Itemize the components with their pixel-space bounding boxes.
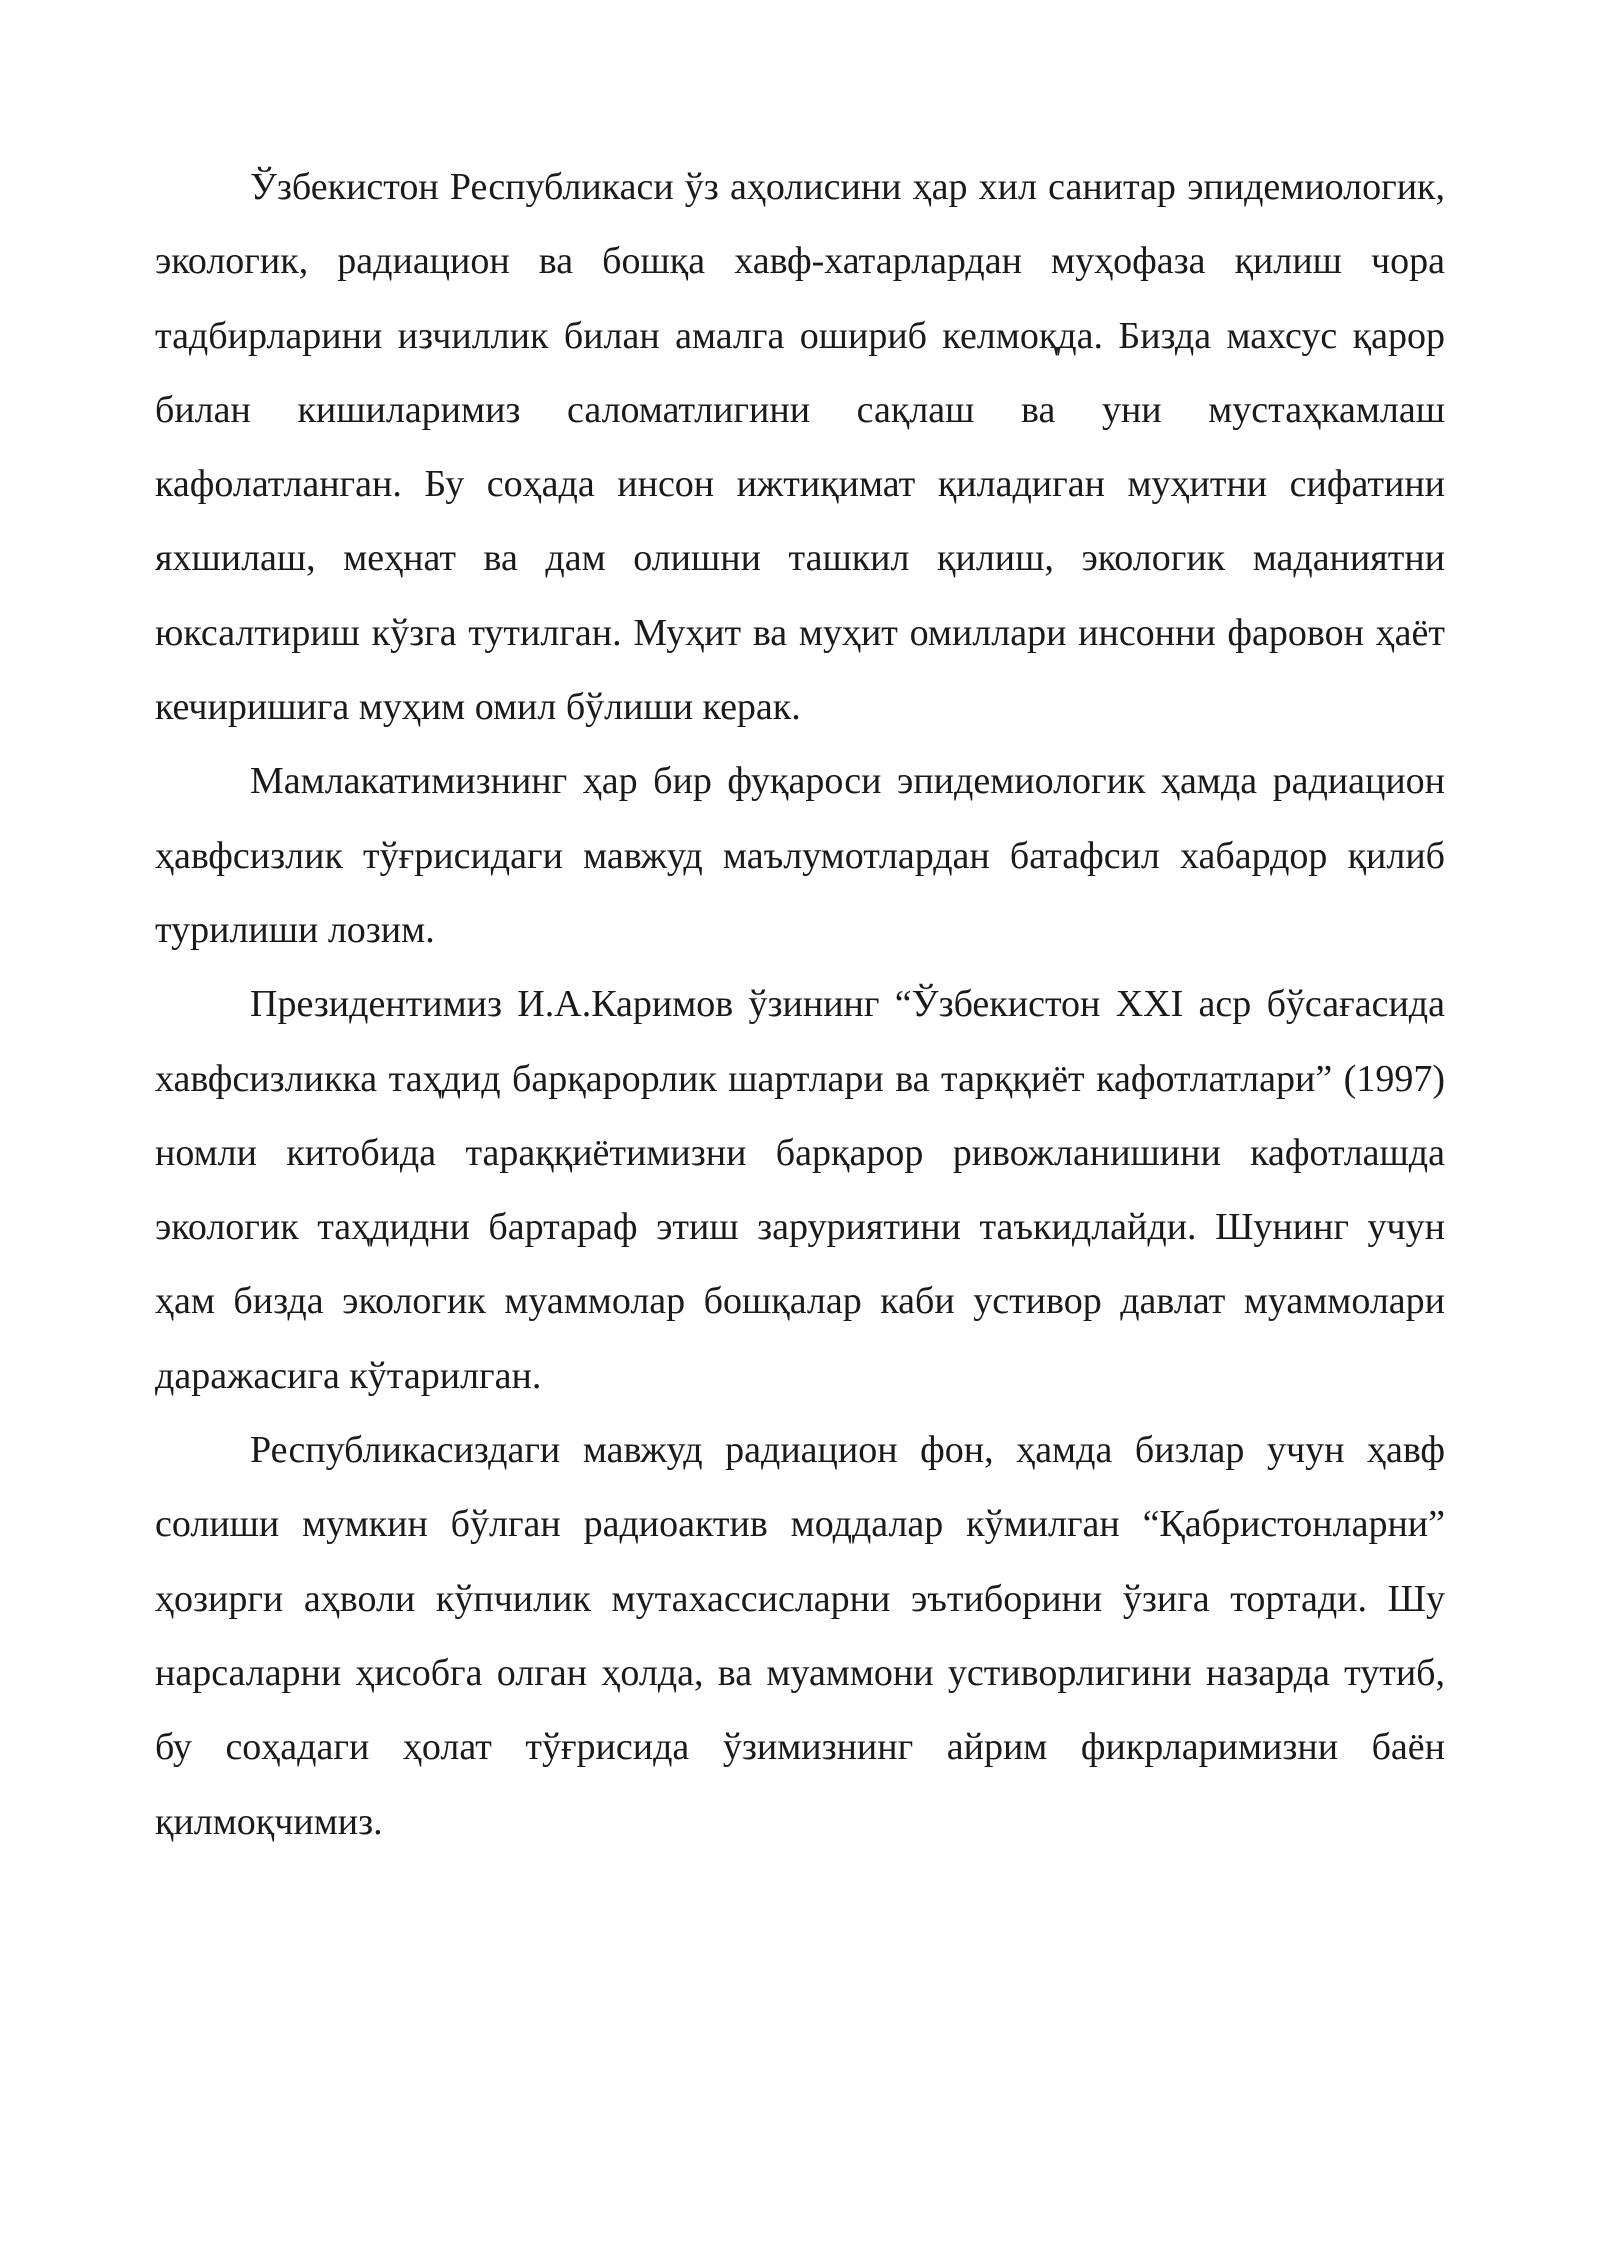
document-body <box>155 150 1445 1859</box>
paragraph-2: Мамлакатимизнинг ҳар бир фуқароси эпидемиологик ҳамда радиацион ҳавфсизлик тўғрисидаги мавжуд маълумотлардан батафсил хабардор қилиб турилиши лозим. <box>155 760 1445 951</box>
paragraph-4: Республикасиздаги мавжуд радиацион фон, ҳамда бизлар учун ҳавф солиши мумкин бўлган радиоактив моддалар кўмилган “Қабристонларни” ҳозирги аҳволи кўпчилик мутахассисларни эътиборини ўзига тортади. Шу нарсаларни ҳисобга олган ҳолда, ва муаммони устиворлигини назарда тутиб, бу соҳадаги ҳолат тўғрисида ўзимизнинг айрим фикрларимизни баён қилмоқчимиз. <box>155 1429 1445 1843</box>
paragraph-3: Президентимиз И.А.Каримов ўзининг “Ўзбекистон XXI аср бўсағасида хавфсизликка таҳдид барқарорлик шартлари ва тарққиёт кафотлатлари” (1997) номли китобида тараққиётимизни барқарор ривожланишини кафотлашда экологик таҳдидни бартараф этиш заруриятини таъкидлайди. Шунинг учун ҳам бизда экологик муаммолар бошқалар каби устивор давлат муаммолари даражасига кўтарилган. <box>155 983 1445 1397</box>
paragraph-1: Ўзбекистон Республикаси ўз аҳолисини ҳар хил санитар эпидемиологик, экологик, радиацион ва бошқа хавф-хатарлардан муҳофаза қилиш чора тадбирларини изчиллик билан амалга ошириб келмоқда. Бизда махсус қарор билан кишиларимиз саломатлигини сақлаш ва уни мустаҳкамлаш кафолатланган. Бу соҳада инсон ижтиқимат қиладиган муҳитни сифатини яхшилаш, меҳнат ва дам олишни ташкил қилиш, экологик маданиятни юксалтириш кўзга тутилган. Муҳит ва муҳит омиллари инсонни фаровон ҳаёт кечиришига муҳим омил бўлиши керак. <box>155 166 1445 729</box>
